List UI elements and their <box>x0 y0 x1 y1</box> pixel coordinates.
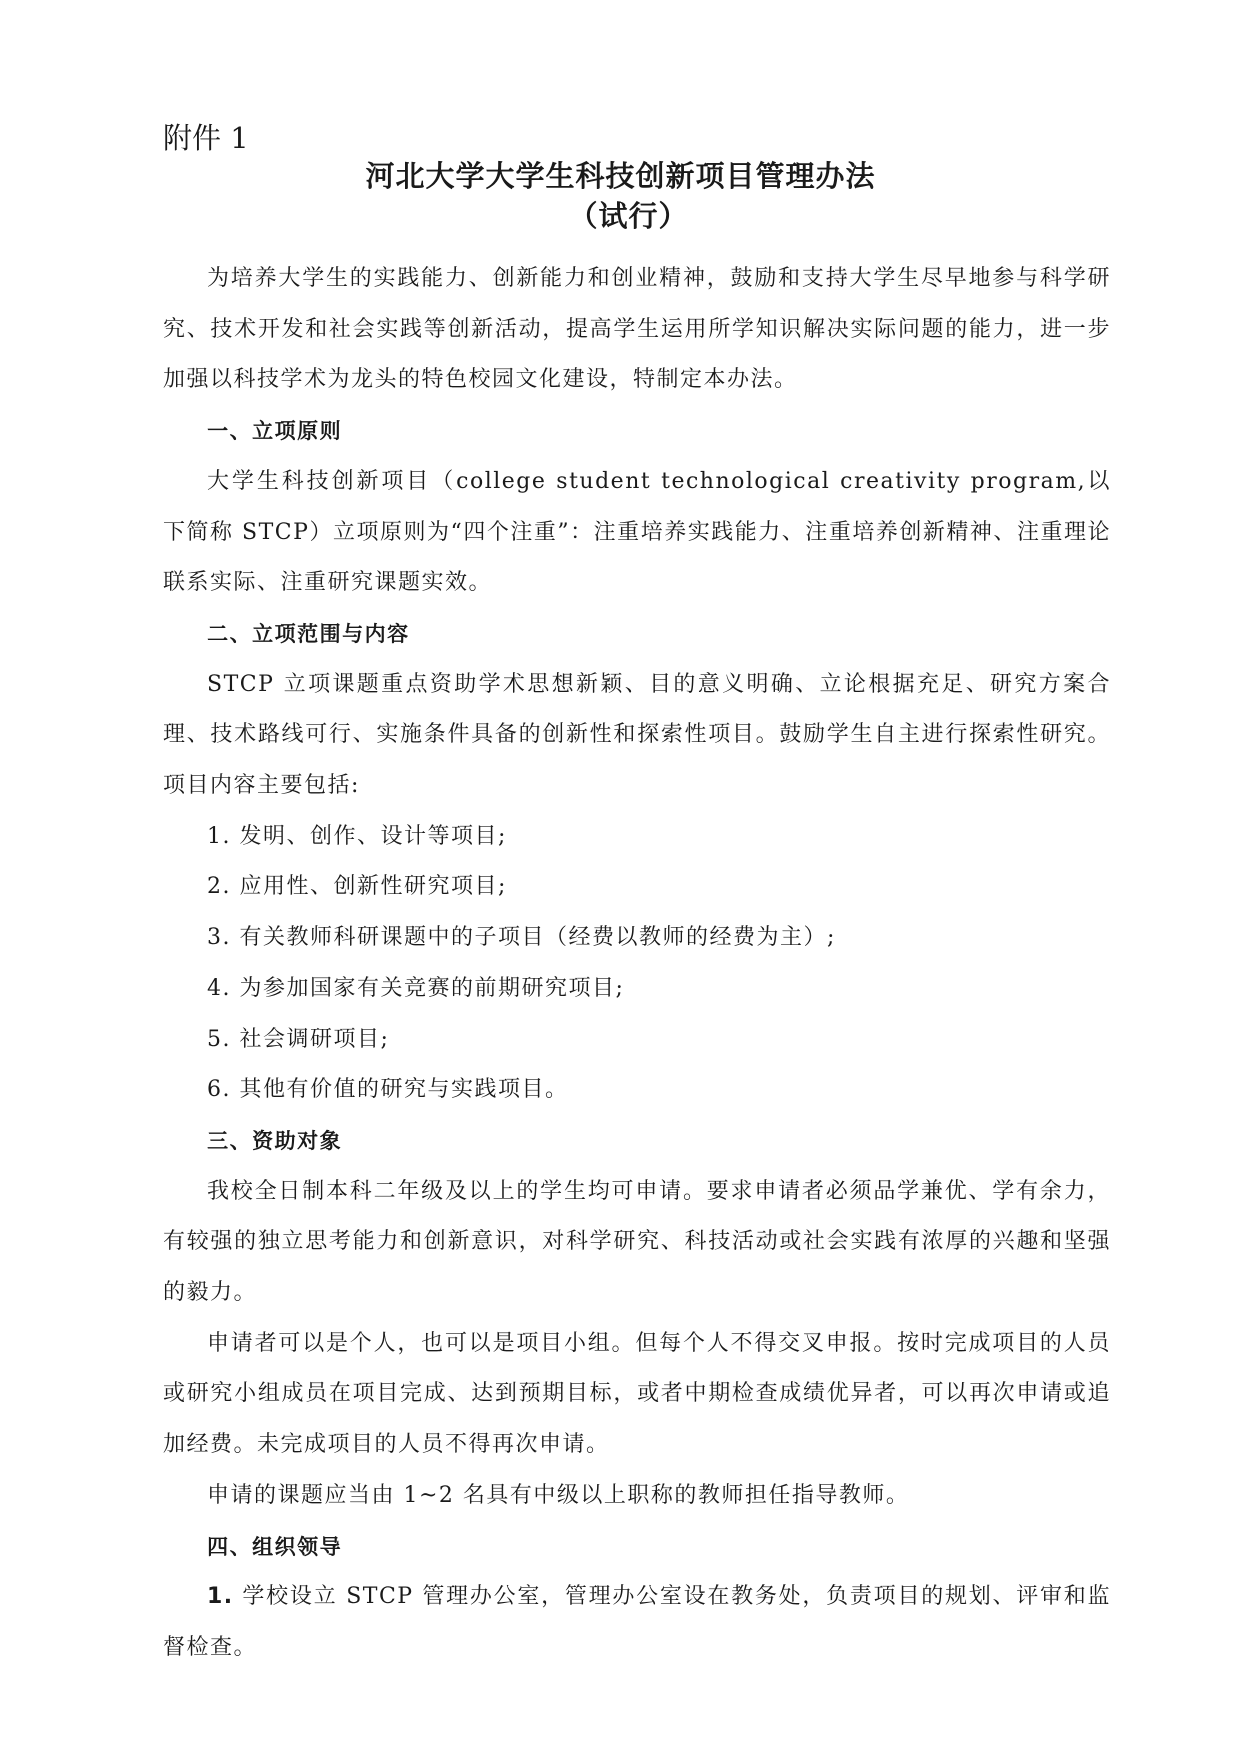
list-item: 5. 社会调研项目; <box>207 1026 390 1052</box>
section-4-item-1 <box>163 1572 1111 1673</box>
intro-paragraph: 为培养大学生的实践能力、创新能力和创业精神，鼓励和支持大学生尽早地参与科学研究、技术开发和社会实践等创新活动，提高学生运用所学知识解决实际问题的能力，进一步加强以科技学术为龙头的特色校园文化建设，特制定本办法。 <box>163 266 1111 393</box>
section-heading-4: 四、组织领导 <box>207 1534 343 1559</box>
section-2-paragraph: STCP 立项课题重点资助学术思想新颖、目的意义明确、立论根据充足、研究方案合理、技术路线可行、实施条件具备的创新性和探索性项目。鼓励学生自主进行探索性研究。项目内容主要包括: <box>163 671 1111 799</box>
section-3-paragraph-1: 我校全日制本科二年级及以上的学生均可申请。要求申请者必须品学兼优、学有余力，有较强的独立思考能力和创新意识，对科学研究、科技活动或社会实践有浓厚的兴趣和坚强的毅力。 <box>163 1178 1111 1306</box>
document-subtitle: （试行） <box>568 199 689 233</box>
document-title: 河北大学大学生科技创新项目管理办法 <box>365 159 876 193</box>
list-item: 6. 其他有价值的研究与实践项目。 <box>207 1077 569 1103</box>
section-3-paragraph-3: 申请的课题应当由 1~2 名具有中级以上职称的教师担任指导教师。 <box>207 1482 910 1508</box>
section-4-item-1-number: 1. <box>207 1584 234 1610</box>
document-body <box>163 254 1111 1674</box>
list-item: 3. 有关教师科研课题中的子项目（经费以教师的经费为主）; <box>207 925 836 951</box>
list-item: 2. 应用性、创新性研究项目; <box>207 874 507 900</box>
section-heading-1: 一、立项原则 <box>207 419 343 444</box>
section-3-paragraph-2: 申请者可以是个人，也可以是项目小组。但每个人不得交叉申报。按时完成项目的人员或研究小组成员在项目完成、达到预期目标，或者中期检查成绩优异者，可以再次申请或追加经费。未完成项目的人员不得再次申请。 <box>163 1330 1111 1458</box>
section-4-item-1-text: 学校设立 STCP 管理办公室，管理办公室设在教务处，负责项目的规划、评审和监督检查。 <box>163 1584 1111 1660</box>
attachment-label: 附件 1 <box>163 121 249 155</box>
list-item: 1. 发明、创作、设计等项目; <box>207 823 507 849</box>
section-heading-2: 二、立项范围与内容 <box>207 621 410 646</box>
section-heading-3: 三、资助对象 <box>207 1128 343 1153</box>
list-item: 4. 为参加国家有关竞赛的前期研究项目; <box>207 975 625 1001</box>
section-1-paragraph: 大学生科技创新项目（college student technological creativity program,以下简称 STCP）立项原则为“四个注重”：注重培养实践能力、注重培养创新精神、注重理论联系实际、注重研究课题实效。 <box>163 468 1111 596</box>
